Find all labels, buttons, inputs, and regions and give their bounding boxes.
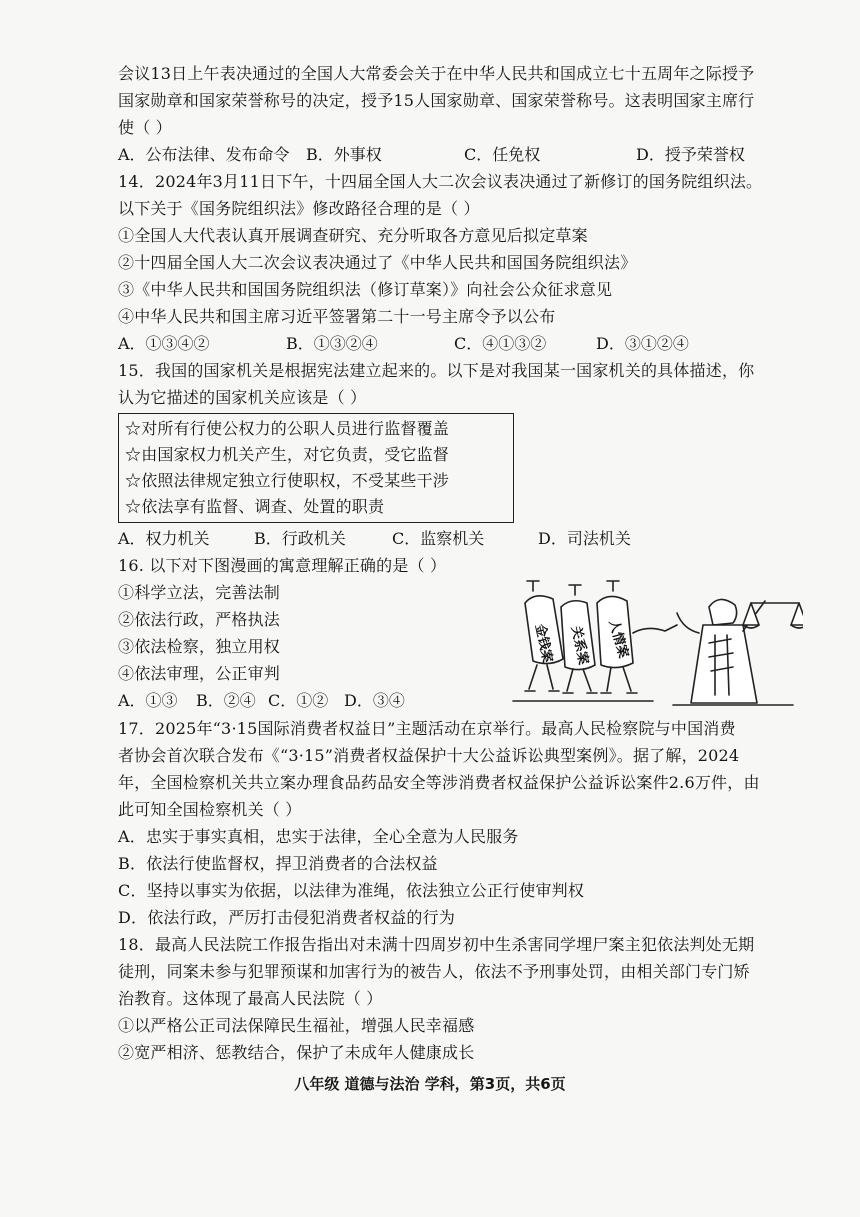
cartoon-sign-relation-case: 关系案	[567, 624, 591, 667]
q16-option-b: B．②④	[196, 691, 256, 710]
question-18	[118, 931, 808, 1066]
q13-options	[118, 141, 808, 168]
q15-box-item: ☆对所有行使公权力的公职人员进行监督覆盖	[125, 419, 450, 438]
q15-line: 15．我国的国家机关是根据宪法建立起来的。以下是对我国某一国家机关的具体描述，你	[118, 361, 755, 380]
q14-item: ①全国人大代表认真开展调查研究、充分听取各方意见后拟定草案	[118, 226, 588, 245]
q13-option-c: C．任免权	[464, 145, 541, 164]
q16-item: ③依法检察，独立用权	[118, 637, 281, 656]
q14-item: ④中华人民共和国主席习近平签署第二十一号主席令予以公布	[118, 307, 556, 326]
q13-line: 使（ ）	[118, 118, 172, 137]
exam-content	[118, 60, 808, 1066]
q15-option-a: A．权力机关	[118, 529, 210, 548]
q13-line: 会议13日上午表决通过的全国人大常委会关于在中华人民共和国成立七十五周年之际授予	[118, 64, 755, 83]
q16-option-d: D．③④	[344, 691, 405, 710]
q14-item: ②十四届全国人大二次会议表决通过了《中华人民共和国国务院组织法》	[118, 253, 637, 272]
q16-item: ④依法审理，公正审判	[118, 664, 281, 683]
question-15	[118, 357, 808, 552]
q17-option-c: C．坚持以事实为依据，以法律为准绳，依法独立公正行使审判权	[118, 881, 585, 900]
q17-line: 17．2025年“3·15国际消费者权益日”主题活动在京举行。最高人民检察院与中国消费	[118, 719, 736, 738]
cartoon-sign-money-case: 金钱案	[531, 622, 555, 665]
q17-line: 年，全国检察机关共立案办理食品药品安全等涉消费者权益保护公益诉讼案件2.6万件，由	[118, 773, 760, 792]
question-16	[118, 552, 808, 715]
q13-line: 国家勋章和国家荣誉称号的决定，授予15人国家勋章、国家荣誉称号。这表明国家主席行	[118, 91, 755, 110]
q15-option-d: D．司法机关	[538, 529, 631, 548]
q16-body	[118, 579, 808, 715]
q17-line: 者协会首次联合发布《“3·15”消费者权益保护十大公益诉讼典型案例》。据了解，2024	[118, 746, 740, 765]
q18-line: 治教育。这体现了最高人民法院（ ）	[118, 989, 383, 1008]
q18-item: ①以严格公正司法保障民生福祉，增强人民幸福感	[118, 1016, 475, 1035]
q13-option-b: B．外事权	[306, 145, 382, 164]
q14-item: ③《中华人民共和国国务院组织法（修订草案）》向社会公众征求意见	[118, 280, 613, 299]
q14-line: 以下关于《国务院组织法》修改路径合理的是（ ）	[118, 199, 480, 218]
q17-line: 此可知全国检察机关（ ）	[118, 800, 302, 819]
q14-options	[118, 330, 808, 357]
q15-description-box	[118, 413, 514, 523]
q14-option-b: B．①③②④	[286, 334, 378, 353]
q15-option-c: C．监察机关	[392, 529, 485, 548]
q16-option-c: C．①②	[268, 691, 329, 710]
q16-stem: 16. 以下对下图漫画的寓意理解正确的是（ ）	[118, 556, 447, 575]
question-14	[118, 168, 808, 357]
q15-box-item: ☆由国家权力机关产生，对它负责，受它监督	[125, 445, 450, 464]
q14-option-d: D．③①②④	[596, 334, 689, 353]
q15-box-item: ☆依照法律规定独立行使职权，不受某些干涉	[125, 471, 450, 490]
q17-option-d: D．依法行政，严厉打击侵犯消费者权益的行为	[118, 908, 456, 927]
q17-option-a: A．忠实于事实真相，忠实于法律，全心全意为人民服务	[118, 827, 519, 846]
q18-line: 徒刑，同案未参与犯罪预谋和加害行为的被告人，依法不予刑事处罚，由相关部门专门矫	[118, 962, 750, 981]
page-footer: 八年级 道德与法治 学科，第3页，共6页	[294, 1075, 566, 1093]
q18-line: 18．最高人民法院工作报告指出对未满十四周岁初中生杀害同学埋尸案主犯依法判处无期	[118, 935, 755, 954]
q13-option-a: A．公布法律、发布命令	[118, 145, 290, 164]
q17-option-b: B．依法行使监督权，捍卫消费者的合法权益	[118, 854, 438, 873]
q15-option-b: B．行政机关	[254, 529, 346, 548]
q16-cartoon-image	[503, 573, 803, 713]
question-17	[118, 715, 808, 931]
q14-option-c: C．④①③②	[454, 334, 547, 353]
q16-item: ②依法行政，严格执法	[118, 610, 281, 629]
question-13	[118, 60, 808, 168]
q13-option-d: D．授予荣誉权	[636, 145, 745, 164]
q16-item: ①科学立法，完善法制	[118, 583, 281, 602]
q16-option-a: A．①③	[118, 691, 178, 710]
q15-options	[118, 525, 808, 552]
q14-option-a: A．①③④②	[118, 334, 210, 353]
cartoon-sign-favor-case: 人情案	[605, 618, 631, 660]
q15-box-item: ☆依法享有监督、调查、处置的职责	[125, 497, 385, 516]
q15-line: 认为它描述的国家机关应该是（ ）	[118, 388, 367, 407]
q14-line: 14．2024年3月11日下午，十四届全国人大二次会议表决通过了新修订的国务院组织法。	[118, 172, 763, 191]
q18-item: ②宽严相济、惩教结合，保护了未成年人健康成长	[118, 1043, 475, 1062]
